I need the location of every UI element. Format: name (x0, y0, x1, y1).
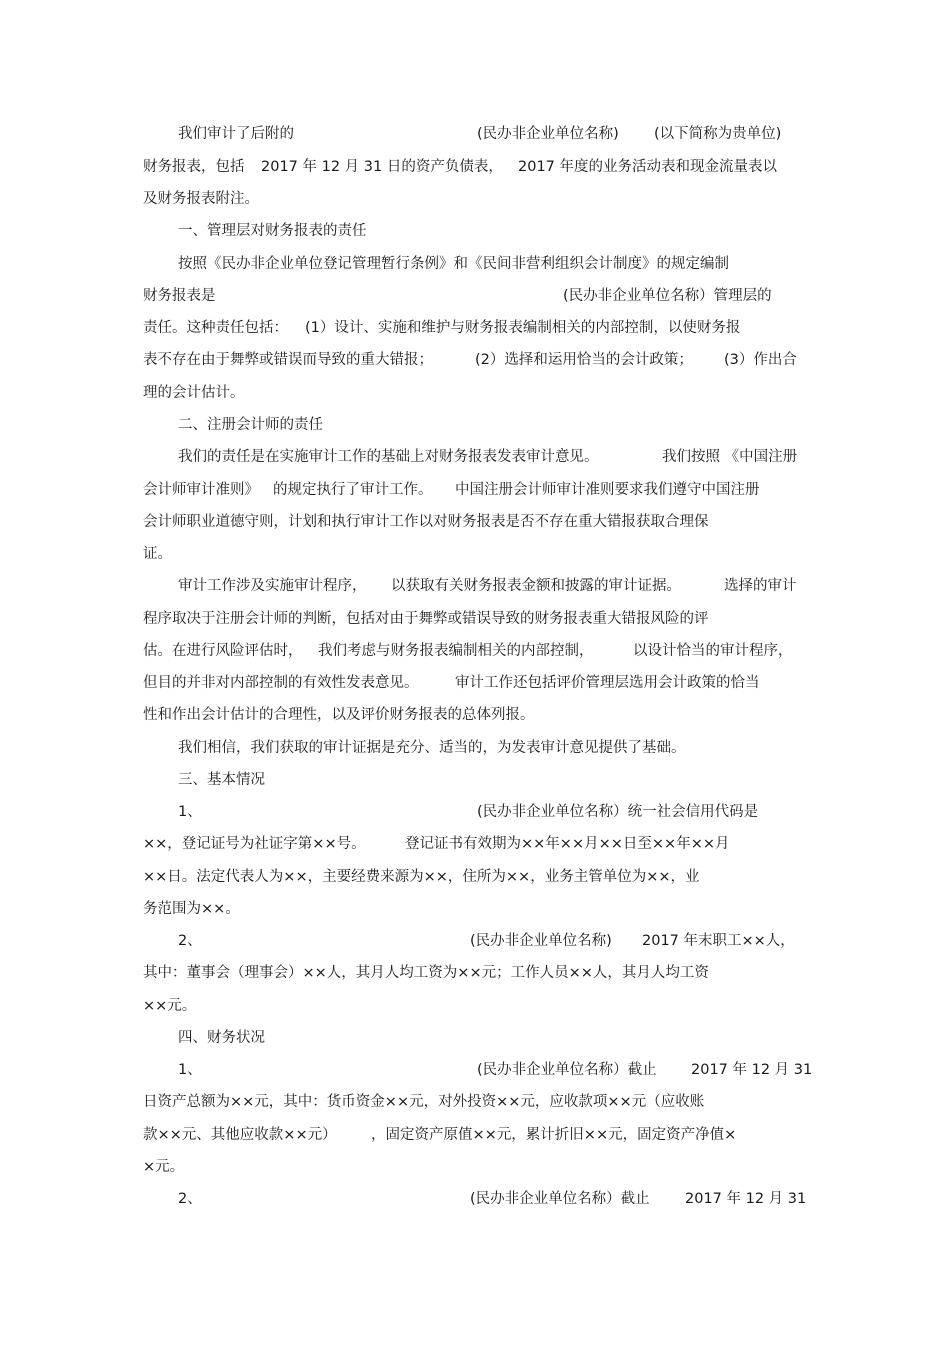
text-segment: 我们按照 《中国注册 (662, 449, 798, 465)
text-segment: 我们相信，我们获取的审计证据是充分、适当的，为发表审计意见提供了基础。 (178, 740, 686, 756)
text-segment: 证。 (143, 546, 172, 562)
text-segment: 会计师职业道德守则，计划和执行审计工作以对财务报表是否不存在重大错报获取合理保 (143, 514, 709, 530)
text-segment: 2、 (178, 1191, 202, 1207)
text-segment: 2017 年度的业务活动表和现金流量表以 (518, 159, 778, 175)
text-segment: (2）选择和运用恰当的会计政策； (475, 352, 693, 368)
text-segment: 审计工作还包括评价管理层选用会计政策的恰当 (455, 675, 760, 691)
text-segment: 2、 (178, 933, 202, 949)
text-segment: 财务报表，包括 (143, 159, 245, 175)
text-segment: 四、财务状况 (178, 1030, 265, 1046)
text-segment: 2017 年 12 月 31 (691, 1062, 813, 1078)
text-segment: (民办非企业单位名称）管理层的 (563, 288, 772, 304)
text-segment: 2017 年末职工××人， (642, 933, 795, 949)
text-segment: 及财务报表附注。 (143, 191, 259, 207)
text-segment: (以下简称为贵单位) (654, 126, 782, 142)
text-segment: 1、 (178, 804, 202, 820)
text-segment: 一、管理层对财务报表的责任 (178, 223, 367, 239)
text-segment: 选择的审计 (724, 578, 797, 594)
text-segment: 1、 (178, 1062, 202, 1078)
text-segment: 登记证书有效期为××年××月××日至××年××月 (405, 836, 730, 852)
text-segment: 按照《民办非企业单位登记管理暂行条例》和《民间非营利组织会计制度》的规定编制 (178, 256, 729, 272)
text-segment: 责任。这种责任包括： (143, 320, 288, 336)
text-segment: (民办非企业单位名称）统一社会信用代码是 (477, 804, 759, 820)
text-segment: (3）作出合 (724, 352, 797, 368)
text-segment: ××日。法定代表人为××，主要经费来源为××，住所为××，业务主管单位为××，业 (143, 869, 700, 885)
text-segment: 我们考虑与财务报表编制相关的内部控制， (318, 643, 594, 659)
text-segment: 财务报表是 (143, 288, 216, 304)
text-segment: 日资产总额为××元，其中：货币资金××元，对外投资××元，应收款项××元（应收账 (143, 1094, 705, 1110)
text-segment: 以获取有关财务报表金额和披露的审计证据。 (391, 578, 681, 594)
text-segment: 务范围为××。 (143, 901, 240, 917)
text-segment: 理的会计估计。 (143, 385, 245, 401)
text-segment: (民办非企业单位名称) (477, 126, 619, 142)
text-segment: ××，登记证号为社证字第××号。 (143, 836, 366, 852)
text-segment: 我们的责任是在实施审计工作的基础上对财务报表发表审计意见。 (178, 449, 599, 465)
text-segment: 二、注册会计师的责任 (178, 417, 323, 433)
text-segment: (民办非企业单位名称）截止 (477, 1062, 657, 1078)
text-segment: ×元。 (143, 1159, 185, 1175)
text-segment: 的规定执行了审计工作。 (273, 482, 433, 498)
text-segment: ，固定资产原值××元，累计折旧××元，固定资产净值× (371, 1127, 737, 1143)
text-segment: ××元。 (143, 998, 197, 1014)
text-segment: 款××元、其他应收款××元） (143, 1127, 337, 1143)
text-segment: 程序取决于注册会计师的判断，包括对由于舞弊或错误导致的财务报表重大错报风险的评 (143, 611, 709, 627)
text-segment: 中国注册会计师审计准则要求我们遵守中国注册 (455, 482, 760, 498)
text-segment: 但目的并非对内部控制的有效性发表意见。 (143, 675, 419, 691)
text-segment: (民办非企业单位名称) (470, 933, 612, 949)
text-segment: (民办非企业单位名称）截止 (470, 1191, 650, 1207)
text-segment: 其中：董事会（理事会）××人，其月人均工资为××元；工作人员××人，其月人均工资 (143, 965, 709, 981)
text-segment: 估。在进行风险评估时， (143, 643, 303, 659)
text-segment: (1）设计、实施和维护与财务报表编制相关的内部控制，以使财务报 (305, 320, 741, 336)
text-segment: 2017 年 12 月 31 日的资产负债表， (261, 159, 503, 175)
text-segment: 性和作出会计估计的合理性，以及评价财务报表的总体列报。 (143, 707, 535, 723)
text-segment: 会计师审计准则》 (143, 482, 259, 498)
text-segment: 三、基本情况 (178, 772, 265, 788)
text-segment: 2017 年 12 月 31 (685, 1191, 807, 1207)
text-segment: 表不存在由于舞弊或错误而导致的重大错报； (143, 352, 433, 368)
text-segment: 以设计恰当的审计程序， (633, 643, 793, 659)
text-segment: 我们审计了后附的 (178, 126, 294, 142)
text-segment: 审计工作涉及实施审计程序， (178, 578, 367, 594)
